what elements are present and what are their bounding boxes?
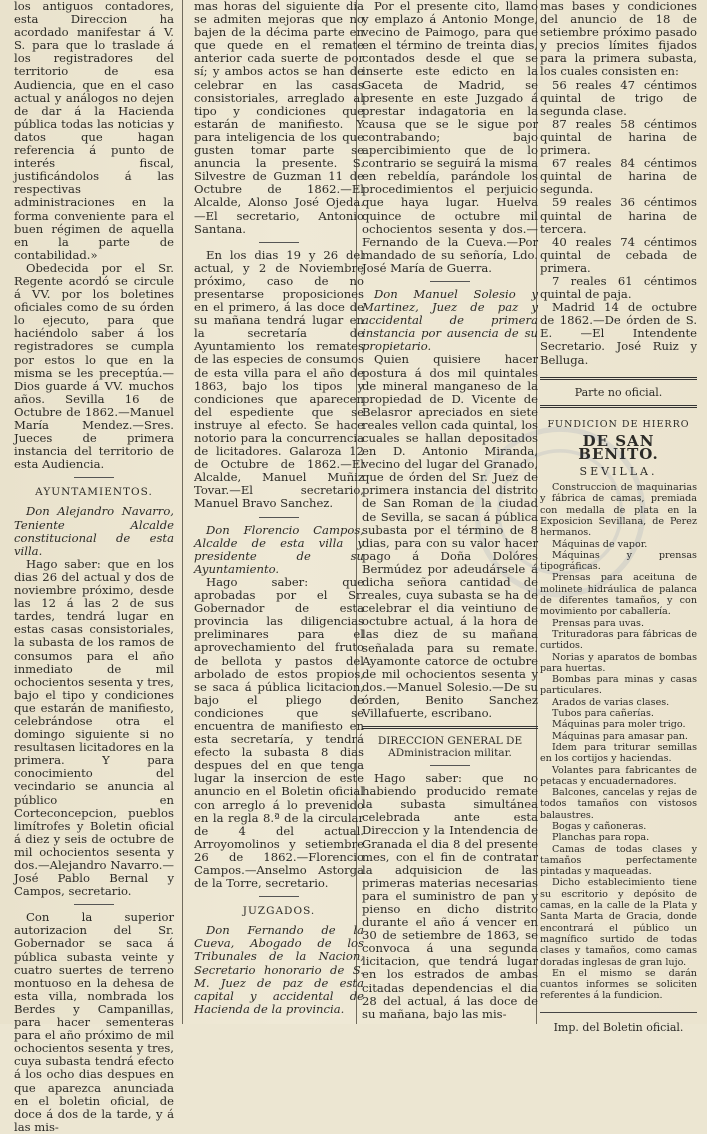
advert-item: Balcones, cancelas y rejas de todos tamaños con vistosos balaustres. [540,787,697,821]
divider [540,1012,697,1013]
notice-body: Hago saber: que aprobadas por el Sr. Gobernador de esta provincia las diligencias preliminares para el aprovechamiento del fruto de bellota y pastos del arbolado de estos propios, se saca á pública licitacion, bajo el pliego de condiciones que se encuentra de manifiesto en esta secretaría, y tendrá efecto la subasta 8 dias despues del en que tenga lugar la insercion de este anuncio en el Boletin oficial con arreglo á lo prevenido en la regla 8.ª de la circular de 4 del actual. Arroyomolinos y setiembre 26 de 1862.—Florencio Campos.—Anselmo Astorga de la Torre, secretario. [194,574,364,891]
column-2 [194,0,364,1024]
divider [430,765,470,766]
advert-item: Idem para triturar semillas en los cortijos y haciendas. [540,741,697,765]
advert-item: Prensas para uvas. [552,617,645,629]
advert-item: Máquinas para amasar pan. [552,730,688,742]
advert-header: FUNDICION DE HIERRO [547,418,690,430]
advert-item: Planchas para ropa. [552,832,650,844]
advert-item: Máquinas de vapor. [552,538,648,550]
advert-item: Arados de varias clases. [552,696,670,708]
advert-list [540,539,697,878]
divider [259,517,299,518]
notice-title: Don Fernando de la Cueva, Abogado de los Tribunales de la Nacion, Secretario honorario de S. M. Juez de paz de esta capital y accidental de Hacienda de la provincia. [194,923,364,1016]
advert-item: Máquinas para moler trigo. [552,719,686,731]
divider [259,896,299,897]
advert-item: Norias y aparatos de bombas para huertas. [540,651,697,674]
section-heading-ayuntamientos: AYUNTAMIENTOS. [35,486,153,499]
notice-signature: Madrid 14 de octubre de 1862.—De órden de S. E. —El Intendente Secretario. José Ruiz y Belluga. [540,300,697,367]
price-item: 59 reales 36 céntimos quintal de harina de tercera. [540,195,697,236]
price-item: 7 reales 61 céntimos quintal de paja. [540,273,697,302]
divider [74,904,114,905]
column-1 [14,0,174,1134]
divider [74,477,114,478]
notice-body: En los dias 19 y 26 del actual, y 2 de Noviembre próximo, caso de no presentarse proposiciones en el primero, á las doce de su mañana tendrá lugar en la secretaría de Ayuntamiento los remates de las especies de consumos de esta villa para el año de 1863, bajo los tipos y condiciones que aparecen del espediente que se instruye al efecto. Se hace notorio para la concurrencia de licitadores. Galaroza 12 de Octubre de 1862.—El Alcalde, Manuel Muñiz Tovar.—El secretario, Manuel Bravo Sanchez. [194,247,364,511]
divider [259,242,299,243]
advert-item: Tubos para cañerías. [552,708,654,720]
section-heading-juzgados: JUZGADOS. [242,905,316,918]
advert-city: SEVILLA. [579,465,658,478]
price-item: 40 reales 74 céntimos quintal de cebada de primera. [540,234,697,275]
notice-body: Hago saber: que en los dias 26 del actual y dos de noviembre próximo, desde las 12 á las 2 de sus tardes, tendrá lugar en estas casas consistoriales, la subasta de los ramos de consumos para el año inmediato de mil ochocientos sesenta y tres, bajo el tipo y condiciones que estarán de manifiesto, celebrándose otra el domingo siguiente si no resultasen licitadores en la primera. Y para conocimiento del vecindario se anuncia al público en Corteconcepcion, pueblos limítrofes y Boletin oficial á diez y seis de octubre de mil ochocientos sesenta y dos.—Alejandro Navarro.—José Pablo Bernal y Campos, secretario. [14,556,174,899]
advert-closing: En el mismo se darán cuantos informes se soliciten referentes á la fundicion. [540,967,697,1002]
notice-title: Don Manuel Solesio y Martinez, Juez de paz y accidental de primera instancia por ausencia de su propietario. [362,286,538,354]
advert-closing: Dicho establecimiento tiene su escritorio y depósito de camas, en la calle de la Plata y Santa Marta de Gracia, donde encontrará el público un magnífico surtido de todas clases y tamaños, como camas doradas inglesas de gran lujo. [540,877,697,968]
section-heading-direccion: DIRECCION GENERAL DE ADministracion militar. [377,735,523,760]
notice-continuation: mas horas del siguiente dia se admiten mejoras que no bajen de la décima parte en que quede en el remate anterior cada suerte de por sí; y ambos actos se han de celebrar en las casas consistoriales, arreglado al tipo y condiciones que estarán de manifiesto. Y para inteligencia de los que gusten tomar parte se anuncia la presente. S. Silvestre de Guzman 11 de Octubre de 1862.—El Alcalde, Alonso José Ojeda.—El secretario, Antonio Santana. [194,0,364,236]
divider [430,281,470,282]
advert-item: Máquinas y prensas tipográficas. [540,549,697,573]
notice-body: Con la superior autorizacion del Sr. Gobernador se saca á pública subasta veinte y cuatro suertes de terreno montuoso en la dehesa de esta villa, nombrada los Berdes y Campanillas, para hacer sementeras para el año próximo de mil ochocientos sesenta y tres, cuya subasta tendrá efecto á los ocho dias despues en que aparezca anunciada en el boletin oficial, de doce á dos de la tarde, y á las mis- [14,910,174,1134]
imprint: Imp. del Boletin oficial. [553,1020,684,1034]
advert-item: Camas de todas clases y tamaños perfectamente pintadas y maqueadas. [540,843,697,878]
double-rule [540,405,697,408]
price-item: 67 reales 84 céntimos quintal de harina de segunda. [540,156,697,197]
column-rule [182,0,183,1024]
notice-body: Quien quisiere hacer postura á dos mil quintales de mineral manganeso de la propiedad de D. Vicente de Belasror apreciados en siete reales vellon cada quintal, los cuales se hallan depositados en D. Antonio Miranda, vecino del lugar del Granado, que de órden del Sr. Juez de primera instancia del distrito de San Roman de la ciudad de Sevilla, se sacan á pública subasta por el término de 8 dias, para con su valor hacer pago á Doña Dolóres Bermúdez por adeudársele á dicha señora cantidad de reales, cuya subasta se ha de celebrar el dia veintiuno de octubre actual, á la hora de las diez de su mañana señalada para su remate. Ayamonte catorce de octubre de mil ochocientos sesenta y dos.—Manuel Solesio.—De su órden, Benito Sanchez Villafuerte, escribano. [362,352,538,720]
circular-paragraph: Obedecida por el Sr. Regente acordó se circule á VV. por los boletines oficiales como de su órden lo ejecuto, para que haciéndolo saber á los registradores se cumpla por estos lo que en la misma se les preceptúa.—Dios guarde á VV. muchos años. Sevilla 16 de Octubre de 1862.—Manuel María Mendez.—Sres. Jueces de primera instancia del territorio de esta Audiencia. [14,260,174,472]
price-item: 56 reales 47 céntimos quintal de trigo de segunda clase. [540,77,697,118]
advert-item: Bogas y cañoneras. [552,821,647,832]
double-rule [540,377,697,380]
advert-item: Bombas para minas y casas particulares. [540,674,697,697]
notice-continuation: mas bases y condiciones del anuncio de 18 de setiembre próximo pasado y precios límites fijados para la primera subasta, los cuales consisten en: [540,0,697,79]
edict-body: Por el presente cito, llamo y emplazo á Antonio Monge, vecino de Paimogo, para que en el término de treinta dias, contados desde el que se inserte este edicto en la Gaceta de Madrid, se presente en este Juzgado á prestar indagatoria en la causa que se le sigue por contrabando; bajo apercibimiento que de lo contrario se seguirá la misma en rebeldía, parándole los procedimientos el perjuicio que haya lugar. Huelva quince de octubre mil ochocientos sesenta y dos.—Fernando de la Cueva.—Por mandado de su señoría, Ldo. José María de Guerra. [362,0,538,275]
advert-item: Trituradoras para fábricas de curtidos. [540,628,697,652]
circular-continuation: los antiguos contadores, esta Direccion ha acordado manifestar á V. S. para que lo traslade á los registradores del territorio de esa Audiencia, que en el caso actual y análogos no dejen de dar á la Hacienda pública todas las noticias y datos que hagan referencia á punto de interés fiscal, justificándolos á las respectivas administraciones en la forma conveniente para el buen régimen de aquella en la parte de contabilidad.» [14,0,174,262]
double-rule [362,726,538,729]
column-4 [540,0,697,1034]
notice-title: Don Alejandro Navarro, Teniente Alcalde constitucional de esta villa. [14,504,174,558]
section-heading-parte-no-oficial: Parte no oficial. [574,385,663,399]
price-item: 87 reales 58 céntimos quintal de harina de primera. [540,116,697,158]
notice-body: Hago saber: que no habiendo producido remate la subasta simultánea celebrada ante esta Direccion y la Intendencia de Granada el dia 8 del presente mes, con el fin de contratar la adquisicion de las primeras materias necesarias para el suministro de pan y pienso en dicho distrito durante el año á vencer en 30 de setiembre de 1863, se convoca á una segunda licitacion, que tendrá lugar en los estrados de ambas citadas dependencias el dia 28 del actual, á las doce de su mañana, bajo las mis- [362,771,538,1021]
notice-title: Don Florencio Campos, Alcalde de esta villa y presidente de su Ayuntamiento. [194,522,364,576]
advert-title: DE SAN BENITO. [578,431,659,463]
advert-item: Volantes para fabricantes de petacas y encuadernadores. [540,764,697,787]
advert-intro: Construccion de maquinarias y fábrica de camas, premiada con medalla de plata en la Exposicion Sevillana, de Perez hermanos. [540,482,697,539]
advert-item: Prensas para aceituna de molinete hidráulica de palanca de diferentes tamaños, y con movimiento por caballería. [540,572,697,618]
column-3 [362,0,538,1024]
